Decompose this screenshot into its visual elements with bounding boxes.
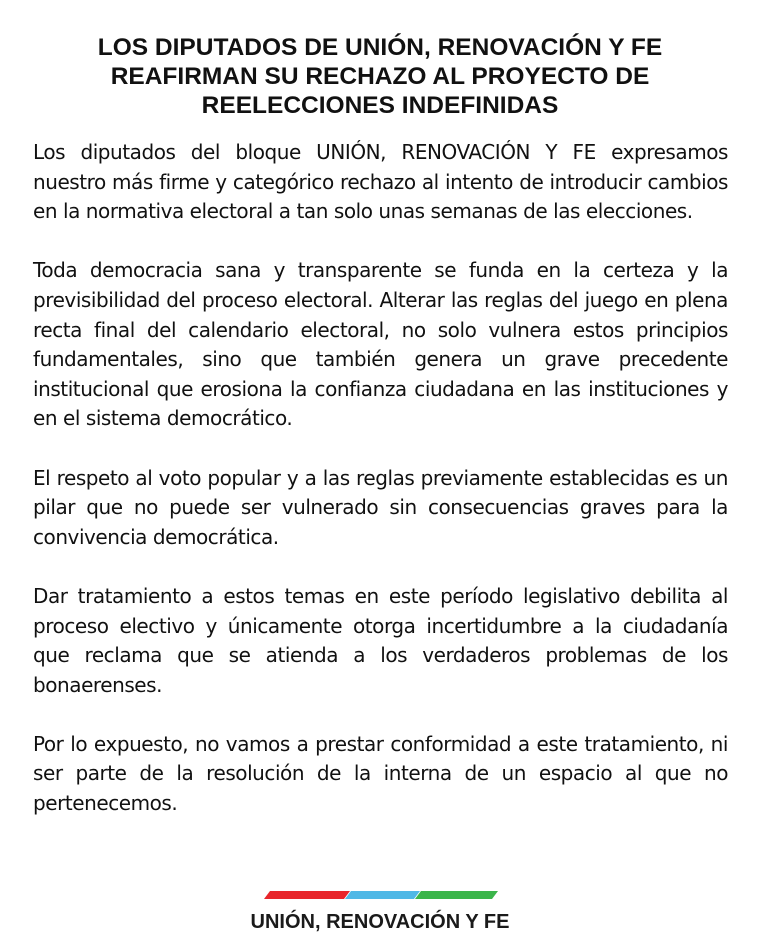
title-line-3: REELECCIONES INDEFINIDAS bbox=[201, 92, 559, 119]
paragraph-2: Toda democracia sana y transparente se funda en la certeza y la previsibilidad del proceso electoral. Alterar las reglas del juego en plena recta final del calendario electoral, no solo vulnera estos principios fundamentales, sino que también genera un grave precedente institucional que erosiona la confianza ciudadana en las instituciones y en el sistema democrático. bbox=[33, 258, 728, 431]
logo-wordmark: UNIÓN, RENOVACIÓN Y FE bbox=[250, 911, 510, 933]
title-line-1: LOS DIPUTADOS DE UNIÓN, RENOVACIÓN Y FE bbox=[97, 34, 663, 61]
paragraph-1: Los diputados del bloque UNIÓN, RENOVACIÓN Y FE expresamos nuestro más firme y categórico rechazo al intento de introducir cambios en la normativa electoral a tan solo unas semanas de las elecciones. bbox=[33, 140, 728, 224]
party-logo bbox=[230, 888, 530, 938]
logo-red-stripe bbox=[264, 891, 350, 899]
paragraph-3: El respeto al voto popular y a las reglas previamente establecidas es un pilar que no puede ser vulnerado sin consecuencias graves para la convivencia democrática. bbox=[33, 465, 728, 549]
statement-body bbox=[33, 138, 728, 848]
logo-green-stripe bbox=[415, 891, 498, 899]
title-line-2: REAFIRMAN SU RECHAZO AL PROYECTO DE bbox=[110, 63, 650, 90]
paragraph-4: Dar tratamiento a estos temas en este período legislativo debilita al proceso electivo y únicamente otorga incertidumbre a la ciudadanía que reclama que se atienda a los verdaderos problemas de los bonaerenses. bbox=[33, 583, 728, 697]
logo-blue-stripe bbox=[345, 891, 420, 899]
logo-stripes-icon bbox=[264, 891, 498, 899]
paragraph-5: Por lo expuesto, no vamos a prestar conformidad a este tratamiento, ni ser parte de la resolución de la interna de un espacio al que no pertenecemos. bbox=[33, 731, 728, 816]
page-title bbox=[30, 33, 730, 120]
